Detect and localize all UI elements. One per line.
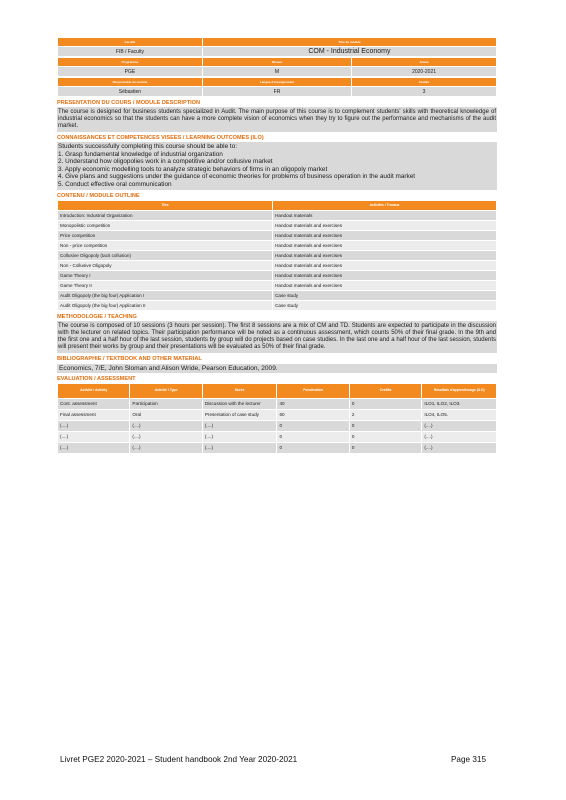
eval-col-type: Activité / Type	[130, 383, 202, 398]
outline-title-cell: Price competition	[58, 230, 273, 240]
responsible-label: Responsable du module	[58, 78, 203, 87]
table-row	[58, 442, 497, 453]
outcomes-heading: CONNAISSANCES ET COMPETENCES VISEES / LEARNING OUTCOMES (ILO)	[57, 135, 264, 141]
eval-cell: (....)	[422, 420, 497, 431]
outline-title-cell: Game Theory II	[58, 280, 273, 290]
eval-col-activity: Activité / Activity	[58, 383, 130, 398]
table-row	[58, 250, 497, 260]
outline-activity-cell: Case study	[273, 300, 497, 310]
eval-cell: 40	[277, 398, 349, 409]
module-title-label: Titre du module	[202, 38, 496, 47]
outcome-item: 4. Give plans and suggestions under the guidance of economic theories for problems of business operation in the audit market	[58, 173, 416, 181]
eval-cell: 0	[349, 431, 421, 442]
outline-col-title: Titre	[58, 200, 273, 210]
eval-cell: 0	[349, 442, 421, 453]
evaluation-heading: EVALUATION / ASSESSMENT	[57, 375, 136, 382]
page-footer	[60, 755, 486, 764]
responsible-table	[57, 77, 497, 97]
eval-col-duration: Durée	[202, 383, 277, 398]
table-row	[58, 431, 497, 442]
outcomes-intro: Students successfully completing this course should be able to:	[58, 143, 238, 150]
module-title-value: COM - Industrial Economy	[202, 47, 496, 57]
eval-cell: Cont. assessment	[58, 398, 130, 409]
bibliography-text: Economics, 7/E, John Sloman and Alison Wride, Pearson Education, 2009.	[57, 364, 497, 373]
year-value: 2020-2021	[352, 67, 497, 77]
table-row	[58, 240, 497, 250]
table-row	[58, 220, 497, 230]
outcomes-list	[57, 142, 497, 190]
outcome-item: 1. Grasp fundamental knowledge of industrial organization	[58, 150, 223, 158]
outline-title-cell: Non - price competition	[58, 240, 273, 250]
language-value: FR	[202, 87, 351, 97]
footer-handbook-title: Livret PGE2 2020-2021 – Student handbook 2nd Year 2020-2021	[60, 755, 298, 764]
outcome-item: 3. Apply economic modelling tools to analyze strategic behaviors of firms in an oligopoly market	[58, 165, 328, 173]
eval-cell: (....)	[58, 420, 130, 431]
table-row	[58, 398, 497, 409]
table-row	[58, 230, 497, 240]
credits-value: 3	[352, 87, 497, 97]
eval-cell: 0	[349, 420, 421, 431]
eval-cell: (....)	[130, 442, 202, 453]
table-row	[58, 300, 497, 310]
outline-activity-cell: Handout materials and exercises	[273, 260, 497, 270]
page-number: Page 315	[450, 755, 486, 764]
outline-title-cell: Introduction: Industrial Organization	[58, 210, 273, 220]
credits-label: Crédits	[352, 78, 497, 87]
eval-cell: (....)	[422, 442, 497, 453]
methodology-heading: METHODOLOGIE / TEACHING	[57, 313, 137, 320]
eval-cell: Presentation of case study	[202, 409, 277, 420]
eval-cell: 0	[277, 442, 349, 453]
eval-cell: (....)	[202, 420, 277, 431]
eval-col-ilo: Résultats d'apprentissage (ILO)	[422, 383, 497, 398]
eval-cell: (....)	[422, 431, 497, 442]
presentation-text: The course is designed for business students specialized in Audit. The main purpose of this course is to complement students' skills with theoretical knowledge of industrial economics so that the students can have a more complete vision of economics when they try to figure out the performance and mechanisms of the audit market.	[57, 107, 497, 132]
outline-heading: CONTENU / MODULE OUTLINE	[57, 192, 140, 199]
faculty-label: Faculté	[58, 38, 203, 47]
outline-title-cell: Audit Oligopoly (the big four) Application II	[58, 300, 273, 310]
presentation-heading: PRESENTATION DU COURS / MODULE DESCRIPTION	[57, 100, 201, 106]
table-row	[58, 290, 497, 300]
evaluation-table	[57, 383, 497, 454]
eval-cell: 2	[349, 409, 421, 420]
eval-cell: ILO4, ILO5.	[422, 409, 497, 420]
program-value: PGE	[58, 67, 203, 77]
level-value: M	[202, 67, 351, 77]
table-row	[58, 409, 497, 420]
outline-title-cell: Non - Collusive Oligopoly	[58, 260, 273, 270]
outcome-item: 2. Understand how oligopolies work in a competitive and/or collusive market	[58, 158, 273, 166]
module-info-table	[57, 37, 497, 57]
eval-cell: Final assessment	[58, 409, 130, 420]
outline-activity-cell: Handout materials and exercises	[273, 280, 497, 290]
methodology-text: The course is composed of 10 sessions (3 hours per session). The first 8 sessions are a mix of CM and TD. Students are expected to participate in the discussion with the lecturer on related topics. Their participation performance will be noted as a continuous assessment, which counts 50% of their final grade. In the 9th and the first one and a half hour of the last session, students by group will do projects based on case studies. In the last one and a half hour of the last session, students will present their works by group and their presentations will be evaluated as 50% of their final grade.	[57, 321, 497, 353]
eval-col-credits: Crédits	[349, 383, 421, 398]
eval-cell: ILO1, ILO2, ILO3.	[422, 398, 497, 409]
eval-col-weight: Pondération	[277, 383, 349, 398]
outline-activity-cell: Handout materials	[273, 210, 497, 220]
eval-cell: 0	[277, 431, 349, 442]
language-label: Langue d'enseignement	[202, 78, 351, 87]
table-row	[58, 210, 497, 220]
table-row	[58, 280, 497, 290]
responsible-value: Sébastien	[58, 87, 203, 97]
eval-cell: (....)	[130, 431, 202, 442]
outline-title-cell: Game Theory I	[58, 270, 273, 280]
eval-cell: Oral	[130, 409, 202, 420]
outline-activity-cell: Handout materials and exercises	[273, 230, 497, 240]
eval-cell: (....)	[202, 431, 277, 442]
faculty-value: FIB / Faculty	[58, 47, 203, 57]
eval-cell: Participation	[130, 398, 202, 409]
outcome-item: 5. Conduct effective oral communication	[58, 180, 172, 188]
outline-activity-cell: Handout materials and exercises	[273, 240, 497, 250]
program-label: Programme	[58, 58, 203, 67]
table-row	[58, 420, 497, 431]
outline-activity-cell: Case study	[273, 290, 497, 300]
outline-title-cell: Monopolistic competition	[58, 220, 273, 230]
eval-cell: (....)	[58, 431, 130, 442]
eval-cell: Discussion with the lecturer	[202, 398, 277, 409]
eval-cell: (....)	[58, 442, 130, 453]
eval-cell: (....)	[202, 442, 277, 453]
outline-activity-cell: Handout materials and exercises	[273, 270, 497, 280]
eval-cell: 0	[277, 420, 349, 431]
outline-activity-cell: Handout materials and exercises	[273, 220, 497, 230]
program-table	[57, 57, 497, 77]
outline-col-activity: Activités / Travaux	[273, 200, 497, 210]
outline-title-cell: Collusive Oligopoly (tacit collusion)	[58, 250, 273, 260]
level-label: Niveau	[202, 58, 351, 67]
outline-activity-cell: Handout materials and exercises	[273, 250, 497, 260]
table-row	[58, 260, 497, 270]
year-label: Année	[352, 58, 497, 67]
course-sheet	[57, 37, 497, 454]
bibliography-heading: BIBLIOGRAPHIE / TEXTBOOK AND OTHER MATERIAL	[57, 355, 202, 362]
eval-cell: (....)	[130, 420, 202, 431]
eval-cell: 60	[277, 409, 349, 420]
eval-cell: 0	[349, 398, 421, 409]
table-row	[58, 270, 497, 280]
outline-title-cell: Audit Oligopoly (the big four) Application I	[58, 290, 273, 300]
outline-table	[57, 200, 497, 311]
